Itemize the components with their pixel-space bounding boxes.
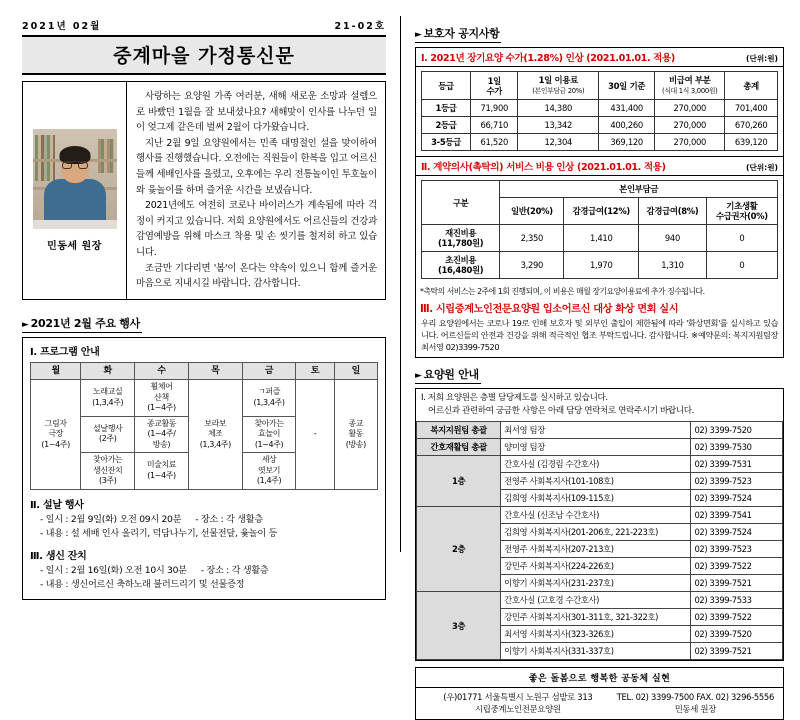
triangle-icon: ► — [415, 30, 422, 40]
director-photo-cell — [23, 82, 127, 299]
doctor-row1-reduced8: 940 — [639, 225, 707, 252]
day-header-fri: 금 — [242, 362, 296, 380]
rate-header-grade: 등급 — [422, 72, 471, 100]
rate-row1-30day: 431,400 — [599, 100, 655, 117]
event-when-label-2: - 일시 : — [40, 564, 71, 576]
contact-name-f1-r2: 전영주 사회복지사(101-108호) — [501, 473, 691, 490]
footer-contact: TEL. 02) 3399-7500 FAX. 02) 3296-5556 — [616, 692, 774, 702]
rate-table-wrap — [416, 67, 783, 156]
contact-name-f1-r3: 김희영 사회복지사(109-115호) — [501, 490, 691, 507]
footer-box — [415, 667, 784, 720]
event-when-value-1: 2월 9일(화) 오전 09시 20분 — [70, 513, 182, 525]
doctor-row2-reduced12: 1,970 — [564, 252, 639, 279]
doctor-table-header-row-1 — [422, 181, 778, 198]
table-row — [417, 456, 783, 473]
event-when-1 — [40, 513, 378, 527]
event-what-1 — [40, 527, 378, 541]
issue-date: 2021년 02월 — [22, 21, 102, 32]
doctor-row2-general: 3,290 — [500, 252, 564, 279]
table-row — [417, 422, 783, 439]
contact-name-welfare: 최서영 팀장 — [501, 422, 691, 439]
rate-row2-fee: 13,342 — [518, 117, 599, 134]
rate-row3-noncovered: 270,000 — [655, 134, 725, 151]
left-column — [0, 0, 400, 590]
event-what-2 — [40, 578, 378, 592]
rate-header-fee-label: 1일 이용료 — [538, 75, 578, 85]
rate-table-header-row — [422, 72, 778, 100]
doctor-table-caption — [416, 156, 783, 176]
program-table-header-row — [31, 362, 378, 380]
events-section-heading — [22, 315, 142, 333]
greeting-paragraph-3: 2021년에도 여전히 코로나 바이러스가 계속됨에 따라 걱정이 커지고 있습니다. 저희 요양원에서도 어르신들의 건강과 감염예방을 위해 마스크 착용 및 손 씻기를 철저히 하고 있습니다. — [136, 200, 377, 258]
table-row — [422, 117, 778, 134]
contact-floor-3: 3층 — [417, 592, 501, 660]
day-header-mon: 월 — [31, 362, 81, 380]
guide-heading-label: 요양원 안내 — [423, 368, 479, 381]
program-table — [30, 362, 378, 490]
day-header-wed: 수 — [135, 362, 189, 380]
notice-box — [415, 47, 784, 358]
program-cell-fri-2: 찾아가는 효놀이 (1~4주) — [242, 416, 296, 453]
day-header-sat: 토 — [296, 362, 334, 380]
doctor-table-title: Ⅱ. 계약의사(촉탁의) 서비스 비용 인상 (2021.01.01. 적용) — [421, 162, 666, 173]
events-heading-label: 2021년 2월 주요 행사 — [30, 316, 140, 330]
rate-row3-fee: 12,304 — [518, 134, 599, 151]
program-cell-wed-3: 미술치료 (1~4주) — [135, 453, 189, 490]
table-row — [422, 134, 778, 151]
contact-name-nursing: 양미영 팀장 — [501, 439, 691, 456]
contact-role-welfare: 복지지원팀 총괄 — [417, 422, 501, 439]
contact-name-f3-r3: 최서영 사회복지사(323-326호) — [501, 626, 691, 643]
footer-row-2 — [422, 703, 777, 715]
event-what-value-2: 생신어르신 축하노래 불러드리기 및 선물증정 — [70, 578, 245, 590]
greeting-paragraph-1: 사랑하는 요양원 가족 여러분, 새해 새로운 소망과 설렘으로 바빴던 1월을 잘 보내셨나요? 새해맞이 인사를 나누던 일이 엊그제 같은데 벌써 2월이 다가왔습니다. — [136, 91, 377, 134]
right-column — [401, 0, 800, 714]
footer-rows — [416, 688, 783, 719]
table-row — [422, 252, 778, 279]
program-cell-sat: - — [296, 380, 334, 490]
event-where-label-1: - 장소 : — [195, 513, 227, 525]
rate-header-fee-sub: (본인부담금 20%) — [532, 87, 585, 95]
contact-tel-f2-r3: 02) 3399-7523 — [691, 541, 783, 558]
doctor-header-category: 구분 — [422, 181, 500, 225]
rate-row2-30day: 400,260 — [599, 117, 655, 134]
contact-tel-f1-r1: 02) 3399-7531 — [691, 456, 783, 473]
rate-row2-total: 670,260 — [725, 117, 778, 134]
contact-tel-welfare: 02) 3399-7520 — [691, 422, 783, 439]
event-when-value-2: 2월 16일(화) 오전 10시 30분 — [70, 564, 187, 576]
contact-table — [416, 421, 783, 660]
doctor-table-wrap — [416, 176, 783, 284]
rate-row2-grade: 2등급 — [422, 117, 471, 134]
day-header-tue: 화 — [81, 362, 135, 380]
program-cell-wed-1: 휠체어 산책 (1~4주) — [135, 380, 189, 417]
contact-name-f3-r2: 강민주 사회복지사(301-311호, 321-322호) — [501, 609, 691, 626]
contact-floor-1: 1층 — [417, 456, 501, 507]
program-cell-mon: 그림자 극장 (1~4주) — [31, 380, 81, 490]
event-title-1: Ⅱ. 설날 행사 — [30, 499, 84, 511]
footer-director: 민동세 원장 — [674, 704, 717, 714]
table-row — [417, 439, 783, 456]
rate-table-title: Ⅰ. 2021년 장기요양 수가(1.28%) 인상 (2021.01.01. 적용) — [421, 53, 675, 64]
rate-header-30day: 30일 기준 — [599, 72, 655, 100]
table-row — [31, 380, 378, 417]
video-visit-title: Ⅲ. 시립중계노인전문요양원 입소어르신 대상 화상 면회 실시 — [420, 304, 679, 315]
day-header-thu: 목 — [188, 362, 242, 380]
page-title: 중계마을 가정통신문 — [22, 35, 386, 75]
contact-tel-nursing: 02) 3399-7530 — [691, 439, 783, 456]
contact-tel-f2-r5: 02) 3399-7521 — [691, 575, 783, 592]
contact-floor-2: 2층 — [417, 507, 501, 592]
rate-table — [421, 71, 778, 151]
event-what-label-1: - 내용 : — [40, 527, 71, 539]
program-cell-wed-2: 종교활동 (1~4주/ 방송) — [135, 416, 189, 453]
contact-tel-f3-r2: 02) 3399-7522 — [691, 609, 783, 626]
guide-intro-line-1: Ⅰ. 저희 요양원은 층별 담당제도를 실시하고 있습니다. — [421, 393, 608, 403]
event-when-label-1: - 일시 : — [40, 513, 71, 525]
contact-tel-f2-r1: 02) 3399-7541 — [691, 507, 783, 524]
doctor-row1-basic: 0 — [706, 225, 777, 252]
table-row — [417, 507, 783, 524]
greeting-paragraph-4: 조금만 기다리면 '봄'이 온다는 약속이 있으니 함께 즐거운 마음으로 지내시길 바랍니다. 감사합니다. — [136, 262, 377, 290]
event-where-label-2: - 장소 : — [200, 564, 232, 576]
contact-tel-f1-r3: 02) 3399-7524 — [691, 490, 783, 507]
director-photo — [33, 129, 117, 229]
rate-row1-fee: 14,380 — [518, 100, 599, 117]
contact-tel-f3-r1: 02) 3399-7533 — [691, 592, 783, 609]
program-cell-tue-3: 찾아가는 생신잔치 (3주) — [81, 453, 135, 490]
contact-name-f1-r1: 간호사실 (김경림 수간호사) — [501, 456, 691, 473]
doctor-row1-reduced12: 1,410 — [564, 225, 639, 252]
doctor-row1-label: 재진비용 (11,780원) — [422, 225, 500, 252]
program-cell-tue-1: 노래교실 (1,3,4주) — [81, 380, 135, 417]
director-caption: 민동세 원장 — [47, 240, 102, 252]
issue-number: 21-02호 — [334, 21, 386, 32]
guide-intro-line-2: 어르신과 관련하여 궁금한 사항은 아래 담당 연락처로 연락주시기 바랍니다. — [428, 405, 694, 416]
doctor-header-group: 본인부담금 — [500, 181, 778, 198]
rate-row1-noncovered: 270,000 — [655, 100, 725, 117]
doctor-row1-general: 2,350 — [500, 225, 564, 252]
rate-row1-daily: 71,900 — [471, 100, 518, 117]
masthead-top — [22, 18, 386, 35]
rate-header-noncovered-sub: (식대 1식 3,000원) — [662, 87, 718, 95]
rate-row3-30day: 369,120 — [599, 134, 655, 151]
doctor-row2-basic: 0 — [706, 252, 777, 279]
event-title-2: Ⅲ. 생신 잔치 — [30, 550, 87, 562]
doctor-header-reduced12: 감경급여(12%) — [564, 198, 639, 225]
greeting-box — [22, 81, 386, 300]
triangle-icon: ► — [22, 319, 29, 330]
guide-intro — [416, 389, 783, 421]
contact-tel-f3-r3: 02) 3399-7520 — [691, 626, 783, 643]
bookshelf-left-decor — [35, 135, 55, 181]
contact-name-f2-r5: 이향기 사회복지사(231-237호) — [501, 575, 691, 592]
rate-header-noncovered — [655, 72, 725, 100]
program-cell-thu: 보라보 체조 (1,3,4주) — [188, 380, 242, 490]
guide-section-heading — [415, 366, 481, 384]
rate-header-total: 총계 — [725, 72, 778, 100]
rate-row2-noncovered: 270,000 — [655, 117, 725, 134]
guide-box — [415, 388, 784, 661]
contact-name-f3-r4: 이향기 사회복지사(331-337호) — [501, 643, 691, 660]
footer-row-1 — [422, 691, 777, 703]
rate-row3-grade: 3-5등급 — [422, 134, 471, 151]
rate-row1-total: 701,400 — [725, 100, 778, 117]
contact-name-f2-r3: 전영주 사회복지사(207-213호) — [501, 541, 691, 558]
doctor-fee-table — [421, 180, 778, 279]
event-what-label-2: - 내용 : — [40, 578, 71, 590]
contact-name-f2-r4: 강민주 사회복지사(224-226호) — [501, 558, 691, 575]
rate-row3-total: 639,120 — [725, 134, 778, 151]
footer-org: 시립중계노인전문요양원 — [474, 704, 561, 714]
desk-surface — [33, 220, 117, 229]
contact-name-f2-r2: 김희영 사회복지사(201-206호, 221-223호) — [501, 524, 691, 541]
footer-slogan: 좋은 돌봄으로 행복한 공동체 실현 — [416, 668, 783, 688]
rate-header-noncovered-label: 비급여 부분 — [668, 75, 711, 85]
doctor-table-footnote: *촉탁의 서비스는 2주에 1회 진행되며, 이 비용은 매월 장기요양이용료에 추가 징수됩니다. — [420, 287, 705, 296]
rate-row2-daily: 66,710 — [471, 117, 518, 134]
program-cell-tue-2: 설날행사 (2주) — [81, 416, 135, 453]
contact-tel-f1-r2: 02) 3399-7523 — [691, 473, 783, 490]
doctor-row2-label: 초진비용 (16,480원) — [422, 252, 500, 279]
doctor-table-unit: (단위:원) — [746, 163, 778, 172]
program-cell-fri-1: ㄱ퍼즐 (1,3,4주) — [242, 380, 296, 417]
bookshelf-right-decor — [98, 139, 114, 173]
contact-tel-f2-r2: 02) 3399-7524 — [691, 524, 783, 541]
contact-name-f3-r1: 간호사실 (고호경 수간호사) — [501, 592, 691, 609]
program-cell-fri-3: 세상 엿보기 (1,4주) — [242, 453, 296, 490]
greeting-text — [127, 82, 385, 299]
table-row — [422, 225, 778, 252]
table-row — [422, 100, 778, 117]
doctor-header-reduced8: 감경급여(8%) — [639, 198, 707, 225]
program-cell-sun: 종교 활동 (방송) — [334, 380, 377, 490]
rate-header-fee — [518, 72, 599, 100]
event-where-value-2: 각 생활층 — [231, 564, 269, 576]
person-glasses — [62, 161, 88, 168]
rate-row1-grade: 1등급 — [422, 100, 471, 117]
doctor-header-general: 일반(20%) — [500, 198, 564, 225]
footer-address: (우)01771 서울특별시 노원구 섬밭로 313 — [443, 692, 593, 702]
rate-table-caption — [416, 48, 783, 67]
contact-role-nursing: 간호재활팀 총괄 — [417, 439, 501, 456]
notice-section-heading — [415, 25, 501, 43]
doctor-header-basic: 기초생활 수급권자(0%) — [706, 198, 777, 225]
day-header-sun: 일 — [334, 362, 377, 380]
event-what-value-1: 설 세배 인사 올리기, 덕담나누기, 선물전달, 윷놀이 등 — [70, 527, 278, 539]
event-where-value-1: 각 생활층 — [226, 513, 263, 525]
program-title: Ⅰ. 프로그램 안내 — [30, 346, 100, 358]
triangle-icon: ► — [415, 371, 422, 381]
table-row — [417, 592, 783, 609]
doctor-row2-reduced8: 1,310 — [639, 252, 707, 279]
notice-heading-label: 보호자 공지사항 — [423, 27, 500, 40]
video-visit-body: 우리 요양원에서는 코로나 19로 인해 보호자 및 외부인 출입이 제한됨에 따라 '화상면회'를 실시하고 있습니다. 어르신들의 안전과 건강을 위해 적극적인 협조 부탁드립니다. 감사합니다. ※예약문의: 복지지원팀장 최서영 02)3399-7520 — [421, 318, 778, 352]
rate-row3-daily: 61,520 — [471, 134, 518, 151]
events-box — [22, 337, 386, 600]
rate-header-daily: 1일 수가 — [471, 72, 518, 100]
contact-tel-f2-r4: 02) 3399-7522 — [691, 558, 783, 575]
greeting-paragraph-2: 지난 2월 9일 요양원에서는 민족 대명절인 설을 맞이하여 행사를 진행했습니다. 오전에는 직원들이 한복을 입고 어르신들께 세배인사를 올렸고, 오후에는 우리 전통놀이인 투호놀이와 윷놀이를 하며 즐거운 시간을 보냈습니다. — [136, 137, 377, 196]
rate-table-unit: (단위:원) — [746, 54, 778, 63]
contact-name-f2-r1: 간호사실 (신조남 수간호사) — [501, 507, 691, 524]
contact-tel-f3-r4: 02) 3399-7521 — [691, 643, 783, 660]
person-body — [44, 179, 106, 221]
